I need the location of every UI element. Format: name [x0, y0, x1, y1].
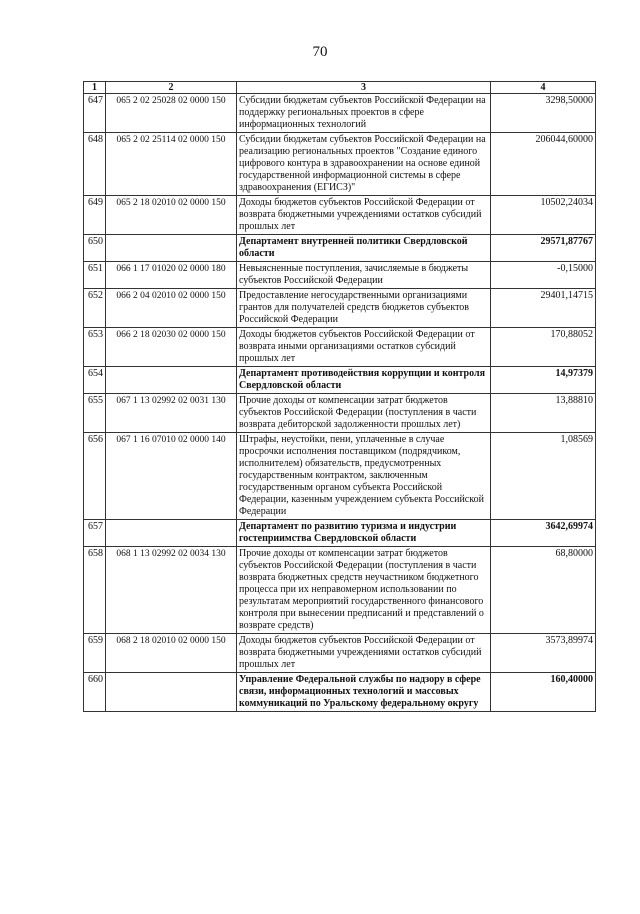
revenue-code: 067 1 16 07010 02 0000 140: [106, 433, 237, 520]
revenue-code: [106, 367, 237, 394]
column-header-4: 4: [491, 82, 596, 94]
revenue-code: 065 2 02 25114 02 0000 150: [106, 133, 237, 196]
department-row: [84, 235, 596, 262]
revenue-code: 065 2 02 25028 02 0000 150: [106, 94, 237, 133]
column-header-3: 3: [237, 82, 491, 94]
revenue-name: Предоставление негосударственными организациями грантов для получателей средств бюджетов субъектов Российской Федерации: [237, 289, 491, 328]
revenue-name: Прочие доходы от компенсации затрат бюджетов субъектов Российской Федерации (поступления в части возврата бюджетных средств неучастником бюджетного процесса при их неправомерном использовании по результатам мероприятий государственного финансового контроля при вынесении предписаний и представлений о возврате средств): [237, 547, 491, 634]
revenue-code: 068 1 13 02992 02 0034 130: [106, 547, 237, 634]
revenue-name: Субсидии бюджетам субъектов Российской Федерации на реализацию региональных проектов "Создание единого цифрового контура в здравоохранении на основе единой государственной информационной системы в сфере здравоохранения (ЕГИСЗ)": [237, 133, 491, 196]
revenue-code: [106, 520, 237, 547]
amount: 3642,69974: [491, 520, 596, 547]
revenue-name: Департамент противодействия коррупции и контроля Свердловской области: [237, 367, 491, 394]
table-row: [84, 289, 596, 328]
department-row: [84, 367, 596, 394]
amount: 29571,87767: [491, 235, 596, 262]
budget-table: [83, 81, 596, 712]
row-number: 660: [84, 673, 106, 712]
table-row: [84, 328, 596, 367]
revenue-name: Доходы бюджетов субъектов Российской Федерации от возврата иными организациями остатков субсидий прошлых лет: [237, 328, 491, 367]
amount: 3298,50000: [491, 94, 596, 133]
table-row: [84, 433, 596, 520]
row-number: 649: [84, 196, 106, 235]
amount: 160,40000: [491, 673, 596, 712]
revenue-name: Управление Федеральной службы по надзору в сфере связи, информационных технологий и массовых коммуникаций по Уральскому федеральному округу: [237, 673, 491, 712]
amount: 3573,89974: [491, 634, 596, 673]
table-row: [84, 133, 596, 196]
row-number: 655: [84, 394, 106, 433]
row-number: 648: [84, 133, 106, 196]
column-header-1: 1: [84, 82, 106, 94]
revenue-name: Департамент внутренней политики Свердловской области: [237, 235, 491, 262]
revenue-code: 068 2 18 02010 02 0000 150: [106, 634, 237, 673]
revenue-name: Доходы бюджетов субъектов Российской Федерации от возврата бюджетными учреждениями остатков субсидий прошлых лет: [237, 196, 491, 235]
page-number: 70: [312, 44, 328, 60]
revenue-name: Доходы бюджетов субъектов Российской Федерации от возврата бюджетными учреждениями остатков субсидий прошлых лет: [237, 634, 491, 673]
revenue-code: 066 1 17 01020 02 0000 180: [106, 262, 237, 289]
table-row: [84, 94, 596, 133]
row-number: 658: [84, 547, 106, 634]
revenue-code: 066 2 18 02030 02 0000 150: [106, 328, 237, 367]
amount: 170,88052: [491, 328, 596, 367]
table-row: [84, 634, 596, 673]
row-number: 651: [84, 262, 106, 289]
row-number: 657: [84, 520, 106, 547]
amount: 10502,24034: [491, 196, 596, 235]
amount: 206044,60000: [491, 133, 596, 196]
column-header-2: 2: [106, 82, 237, 94]
revenue-name: Невыясненные поступления, зачисляемые в бюджеты субъектов Российской Федерации: [237, 262, 491, 289]
department-row: [84, 520, 596, 547]
table-row: [84, 262, 596, 289]
row-number: 653: [84, 328, 106, 367]
revenue-code: [106, 235, 237, 262]
row-number: 656: [84, 433, 106, 520]
row-number: 650: [84, 235, 106, 262]
revenue-code: [106, 673, 237, 712]
revenue-name: Штрафы, неустойки, пени, уплаченные в случае просрочки исполнения поставщиком (подрядчиком, исполнителем) обязательств, предусмотренных государственным контрактом, заключенным государственным органом субъекта Российской Федерации, казенным учреждением субъекта Российской Федерации: [237, 433, 491, 520]
amount: 68,80000: [491, 547, 596, 634]
row-number: 652: [84, 289, 106, 328]
revenue-name: Департамент по развитию туризма и индустрии гостеприимства Свердловской области: [237, 520, 491, 547]
revenue-name: Прочие доходы от компенсации затрат бюджетов субъектов Российской Федерации (поступления в части возврата дебиторской задолженности прошлых лет): [237, 394, 491, 433]
revenue-name: Субсидии бюджетам субъектов Российской Федерации на поддержку региональных проектов в сфере информационных технологий: [237, 94, 491, 133]
table-row: [84, 394, 596, 433]
table-body: [84, 94, 596, 712]
amount: 29401,14715: [491, 289, 596, 328]
row-number: 654: [84, 367, 106, 394]
amount: 14,97379: [491, 367, 596, 394]
revenue-code: 067 1 13 02992 02 0031 130: [106, 394, 237, 433]
row-number: 647: [84, 94, 106, 133]
department-row: [84, 673, 596, 712]
revenue-code: 065 2 18 02010 02 0000 150: [106, 196, 237, 235]
amount: 1,08569: [491, 433, 596, 520]
revenue-code: 066 2 04 02010 02 0000 150: [106, 289, 237, 328]
table-row: [84, 547, 596, 634]
table-row: [84, 196, 596, 235]
row-number: 659: [84, 634, 106, 673]
amount: -0,15000: [491, 262, 596, 289]
amount: 13,88810: [491, 394, 596, 433]
table-header-row: [84, 82, 596, 94]
